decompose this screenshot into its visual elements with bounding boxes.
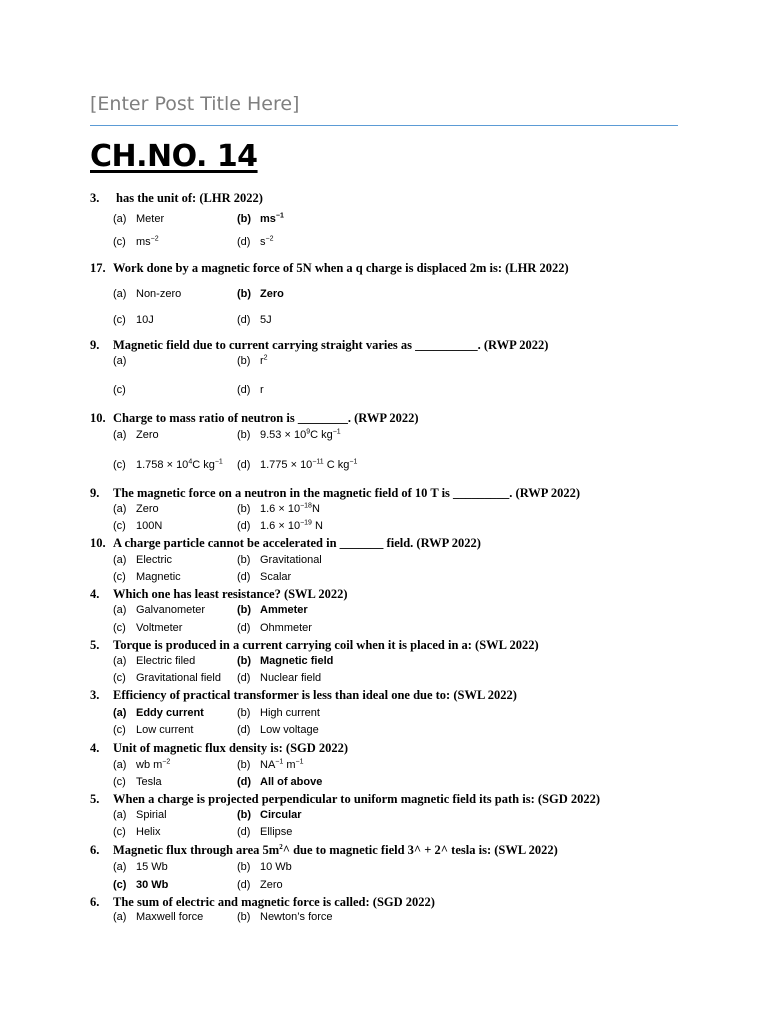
option-c: (c) — [113, 384, 126, 396]
option-b: (b) Gravitational — [237, 554, 322, 566]
option-b: (b) $r^2$ — [237, 354, 268, 367]
option-d: (d) All of above — [237, 776, 323, 788]
option-c: (c) Tesla — [113, 776, 162, 788]
option-a: (a) Non-zero — [113, 288, 182, 300]
option-a: (a) wb $m^{-2}$ — [113, 758, 171, 771]
option-d: (d) $1.6 \times 10^{-19}$ N — [237, 519, 323, 532]
chapter-heading: CH.NO. 14 — [90, 139, 258, 174]
question-text: Unit of magnetic flux density is: (SGD 2022) — [113, 741, 349, 755]
question-number: 9. — [90, 486, 100, 500]
question-text: Magnetic flux through area 5m — [113, 843, 280, 857]
option-d: (d) Scalar — [237, 571, 292, 583]
option-b: (b) 10 Wb — [237, 861, 292, 873]
option-c: (c) Magnetic — [113, 571, 181, 583]
option-d: (d) Zero — [237, 879, 283, 891]
option-b: (b) Newton’s force — [237, 911, 333, 923]
option-d: (d) r — [237, 384, 264, 396]
question-number: 6. — [90, 895, 100, 909]
option-d: (d) $s^{-2}$ — [237, 235, 274, 248]
question-text-tail: ^ due to magnetic field 3^ + 2^ tesla is: (SWL 2022) — [282, 843, 558, 857]
question-number: 9. — [90, 338, 100, 352]
option-d: (d) Ellipse — [237, 826, 293, 838]
question-number: 3. — [90, 688, 100, 702]
question-number: 4. — [90, 741, 100, 755]
question-number: 6. — [90, 843, 100, 857]
question-6 — [90, 536, 481, 551]
question-10 — [90, 741, 348, 756]
option-a: (a) Maxwell force — [113, 911, 204, 923]
option-b: (b) Ammeter — [237, 604, 308, 616]
option-a: (a) — [113, 355, 127, 367]
option-c: (c) Helix — [113, 826, 161, 838]
option-d: (d) 5J — [237, 314, 272, 326]
question-number: 3. — [90, 191, 100, 205]
question-text: Magnetic field due to current carrying straight varies as __________. (RWP 2022) — [113, 338, 549, 352]
question-4 — [90, 411, 419, 426]
title-divider — [90, 125, 678, 126]
option-a: (a) Meter — [113, 213, 165, 225]
question-text: Charge to mass ratio of neutron is ________. (RWP 2022) — [113, 411, 419, 425]
question-text: The magnetic force on a neutron in the magnetic field of 10 T is _________. (RWP 2022) — [113, 486, 581, 500]
question-number: 10. — [90, 411, 106, 425]
option-a: (a) Eddy current — [113, 707, 204, 719]
option-d: (d) Ohmmeter — [237, 622, 312, 634]
post-title: [Enter Post Title Here] — [90, 93, 300, 115]
question-12: 6. Magnetic flux through area $5m^2\^{}$ due to magnetic field 3^ + 2^ tesla is: (SWL 2022) — [90, 842, 558, 857]
option-b: (b) Zero — [237, 288, 284, 300]
question-3 — [90, 338, 548, 353]
option-d: (d) Nuclear field — [237, 672, 322, 684]
option-a: (a) Galvanometer — [113, 604, 206, 616]
option-c: (c) 100N — [113, 520, 163, 532]
option-a: (a) Electric filed — [113, 655, 196, 667]
option-b: (b) $9.53 \times 10^9C$ $kg^{-1}$ — [237, 428, 341, 441]
question-number: 10. — [90, 536, 106, 550]
question-11 — [90, 792, 600, 807]
question-5 — [90, 486, 580, 501]
question-1 — [90, 191, 263, 206]
option-b: (b) Circular — [237, 809, 302, 821]
option-b: (b) Magnetic field — [237, 655, 334, 667]
option-b: (b) High current — [237, 707, 320, 719]
option-c: (c) $ms^{-2}$ — [113, 235, 159, 248]
question-text: Efficiency of practical transformer is less than ideal one due to: (SWL 2022) — [113, 688, 517, 702]
option-a: (a) Electric — [113, 554, 173, 566]
question-8 — [90, 638, 539, 653]
option-b: (b) $ms^{-1}$ — [237, 212, 284, 225]
option-d: (d) $1.775 \times 10^{-11}$ C $kg^{-1}$ — [237, 458, 358, 471]
question-number: 4. — [90, 587, 100, 601]
question-text: Work done by a magnetic force of 5N when a q charge is displaced 2m is: (LHR 2022) — [113, 261, 569, 275]
option-d: (d) Low voltage — [237, 724, 319, 736]
option-c: (c) 30 Wb — [113, 879, 169, 891]
question-2 — [90, 261, 569, 276]
question-text: Torque is produced in a current carrying coil when it is placed in a: (SWL 2022) — [113, 638, 539, 652]
question-number: 5. — [90, 638, 100, 652]
question-text: Which one has least resistance? (SWL 2022) — [113, 587, 348, 601]
option-a: (a) Zero — [113, 429, 159, 441]
question-number: 5. — [90, 792, 100, 806]
option-c: (c) Low current — [113, 724, 194, 736]
option-c: (c) $1.758 \times 10^4C$ $kg^{-1}$ — [113, 458, 223, 471]
question-text: has the unit of: (LHR 2022) — [116, 191, 263, 205]
question-13 — [90, 895, 435, 910]
question-text: The sum of electric and magnetic force is called: (SGD 2022) — [113, 895, 435, 909]
option-c: (c) Gravitational field — [113, 672, 221, 684]
question-text: When a charge is projected perpendicular to uniform magnetic field its path is: (SGD 2022) — [113, 792, 601, 806]
question-9 — [90, 688, 517, 703]
option-c: (c) 10J — [113, 314, 154, 326]
question-number: 17. — [90, 261, 106, 275]
option-b: (b) $NA^{-1}$ $m^{-1}$ — [237, 758, 304, 771]
option-a: (a) Spirial — [113, 809, 167, 821]
question-text: A charge particle cannot be accelerated in _______ field. (RWP 2022) — [113, 536, 481, 550]
question-7 — [90, 587, 348, 602]
option-c: (c) Voltmeter — [113, 622, 183, 634]
option-a: (a) 15 Wb — [113, 861, 168, 873]
option-a: (a) Zero — [113, 503, 159, 515]
option-b: (b) $1.6 \times 10^{-18}N$ — [237, 502, 320, 515]
